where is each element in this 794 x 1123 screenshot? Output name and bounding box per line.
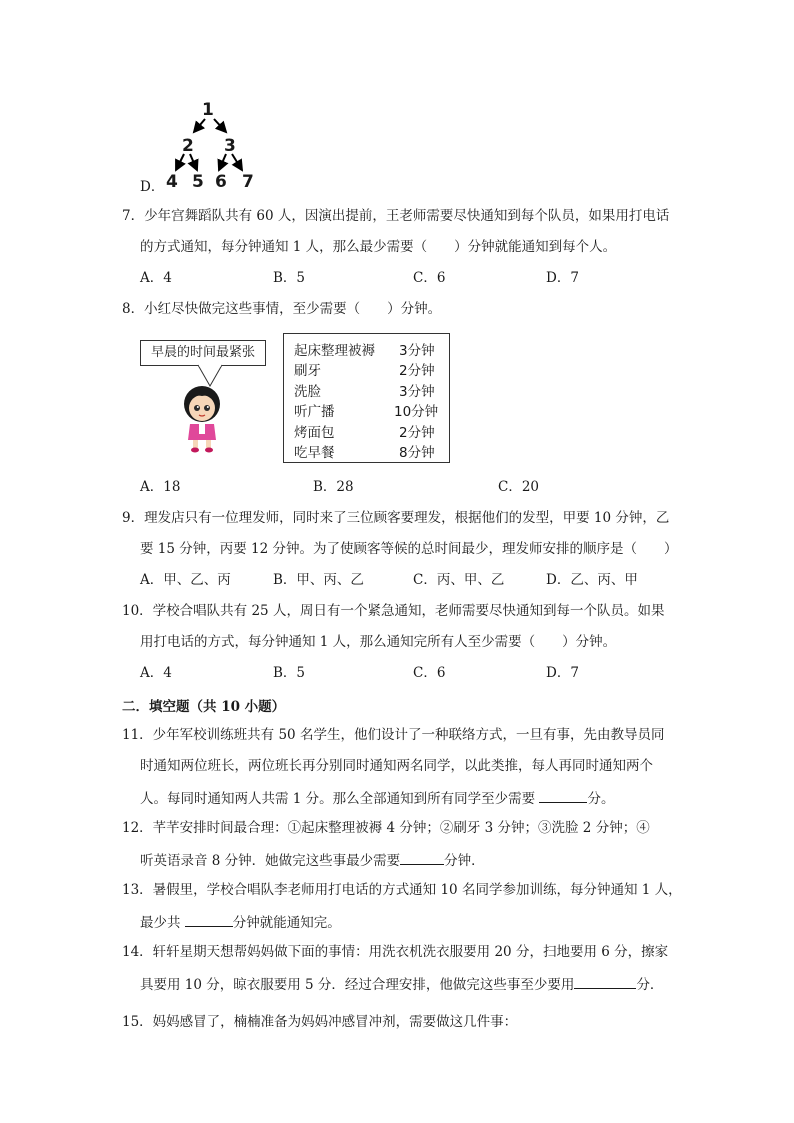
task-time: 3分钟 bbox=[399, 343, 435, 359]
task-time: 2分钟 bbox=[399, 363, 435, 379]
q10-option-d: D．7 bbox=[546, 665, 579, 681]
q10-option-b: B．5 bbox=[273, 665, 306, 681]
q11-line3-suffix: 分。 bbox=[587, 791, 615, 807]
q13-line1: 13．暑假里，学校合唱队李老师用打电话的方式通知 10 名同学参加训练，每分钟通知 1 人， bbox=[122, 882, 682, 898]
q7-line1: 7．少年宫舞蹈队共有 60 人，因演出提前，王老师需要尽快通知到每个队员，如果用打电话 bbox=[122, 208, 670, 224]
girl-cartoon-icon bbox=[180, 384, 224, 454]
task-time: 3分钟 bbox=[399, 384, 435, 400]
q9-line2: 要 15 分钟，丙要 12 分钟。为了使顾客等候的总时间最少，理发师安排的顺序是（ ） bbox=[140, 541, 678, 557]
q7-option-a: A．4 bbox=[140, 270, 172, 286]
q13-line2 bbox=[140, 912, 341, 932]
task-table bbox=[283, 333, 450, 463]
q9-option-a: A．甲、乙、丙 bbox=[140, 572, 231, 588]
q13-line2-suffix: 分钟就能通知完。 bbox=[232, 915, 341, 931]
q8-line1: 8．小红尽快做完这些事情，至少需要（ ）分钟。 bbox=[122, 301, 442, 317]
q14-line1: 14．轩轩星期天想帮妈妈做下面的事情：用洗衣机洗衣服要用 20 分，扫地要用 6 分，擦家 bbox=[122, 944, 669, 960]
q11-line3 bbox=[140, 788, 614, 808]
q12-line2 bbox=[140, 850, 485, 870]
task-time: 8分钟 bbox=[399, 445, 435, 461]
q9-option-d: D．乙、丙、甲 bbox=[546, 572, 638, 588]
q12-answer-blank[interactable] bbox=[400, 850, 444, 865]
q14-line2-text: 具要用 10 分，晾衣服要用 5 分．经过合理安排，他做完这些事至少要用 bbox=[140, 977, 575, 993]
tree-node-3: 3 bbox=[224, 136, 236, 156]
q13-answer-blank[interactable] bbox=[185, 912, 233, 927]
q8-option-a: A．18 bbox=[140, 479, 181, 495]
section-heading: 二．填空题（共 10 小题） bbox=[122, 699, 286, 715]
task-name: 吃早餐 bbox=[294, 445, 335, 461]
tree-node-6: 6 bbox=[215, 172, 227, 192]
task-name: 起床整理被褥 bbox=[294, 343, 375, 359]
q9-option-c: C．丙、甲、乙 bbox=[413, 572, 505, 588]
task-name: 刷牙 bbox=[294, 363, 321, 379]
q7-line2: 的方式通知，每分钟通知 1 人，那么最少需要（ ）分钟就能通知到每个人。 bbox=[140, 239, 617, 255]
q14-line2-suffix: 分． bbox=[636, 977, 664, 993]
q10-option-c: C．6 bbox=[413, 665, 446, 681]
q12-line2-text: 听英语录音 8 分钟．她做完这些事最少需要 bbox=[140, 853, 401, 869]
q10-line1: 10．学校合唱队共有 25 人，周日有一个紧急通知，老师需要尽快通知到每一个队员。如果 bbox=[122, 603, 665, 619]
task-name: 烤面包 bbox=[294, 425, 335, 441]
q10-line2: 用打电话的方式，每分钟通知 1 人，那么通知完所有人至少需要（ ）分钟。 bbox=[140, 634, 617, 650]
q11-answer-blank[interactable] bbox=[539, 788, 587, 803]
q13-line2-text: 最少共 bbox=[140, 915, 185, 931]
task-name: 洗脸 bbox=[294, 384, 321, 400]
q9-option-b: B．甲、丙、乙 bbox=[273, 572, 364, 588]
option-d-label: D． bbox=[140, 179, 165, 195]
q12-line2-suffix: 分钟． bbox=[444, 853, 485, 869]
tree-node-4: 4 bbox=[166, 172, 178, 192]
task-time: 10分钟 bbox=[394, 404, 439, 420]
q15-line1: 15．妈妈感冒了，楠楠准备为妈妈冲感冒冲剂，需要做这几件事： bbox=[122, 1014, 518, 1030]
task-name: 听广播 bbox=[294, 404, 335, 420]
tree-node-2: 2 bbox=[182, 136, 194, 156]
q12-line1: 12．芊芊安排时间最合理：①起床整理被褥 4 分钟；②刷牙 3 分钟；③洗脸 2 分钟；④ bbox=[122, 820, 650, 836]
tree-node-5: 5 bbox=[192, 172, 204, 192]
q10-option-a: A．4 bbox=[140, 665, 172, 681]
q8-option-c: C．20 bbox=[498, 479, 540, 495]
q7-option-c: C．6 bbox=[413, 270, 446, 286]
q11-line1: 11．少年军校训练班共有 50 名学生，他们设计了一种联络方式，一旦有事，先由教导员同 bbox=[122, 727, 665, 743]
speech-bubble-text: 早晨的时间最紧张 bbox=[150, 345, 255, 360]
q14-answer-blank[interactable] bbox=[574, 974, 636, 989]
q9-line1: 9．理发店只有一位理发师，同时来了三位顾客要理发，根据他们的发型，甲要 10 分钟，乙 bbox=[122, 510, 670, 526]
q7-option-d: D．7 bbox=[546, 270, 579, 286]
q11-line2: 时通知两位班长，两位班长再分别同时通知两名同学，以此类推，每人再同时通知两个 bbox=[140, 758, 653, 774]
q8-option-b: B．28 bbox=[313, 479, 354, 495]
tree-node-1: 1 bbox=[202, 100, 214, 120]
q7-option-b: B．5 bbox=[273, 270, 306, 286]
q14-line2 bbox=[140, 974, 663, 994]
q11-line3-text: 人。每同时通知两人共需 1 分。那么全部通知到所有同学至少需要 bbox=[140, 791, 540, 807]
tree-node-7: 7 bbox=[242, 172, 254, 192]
speech-bubble bbox=[140, 340, 266, 366]
task-time: 2分钟 bbox=[399, 425, 435, 441]
tree-diagram bbox=[160, 100, 260, 192]
